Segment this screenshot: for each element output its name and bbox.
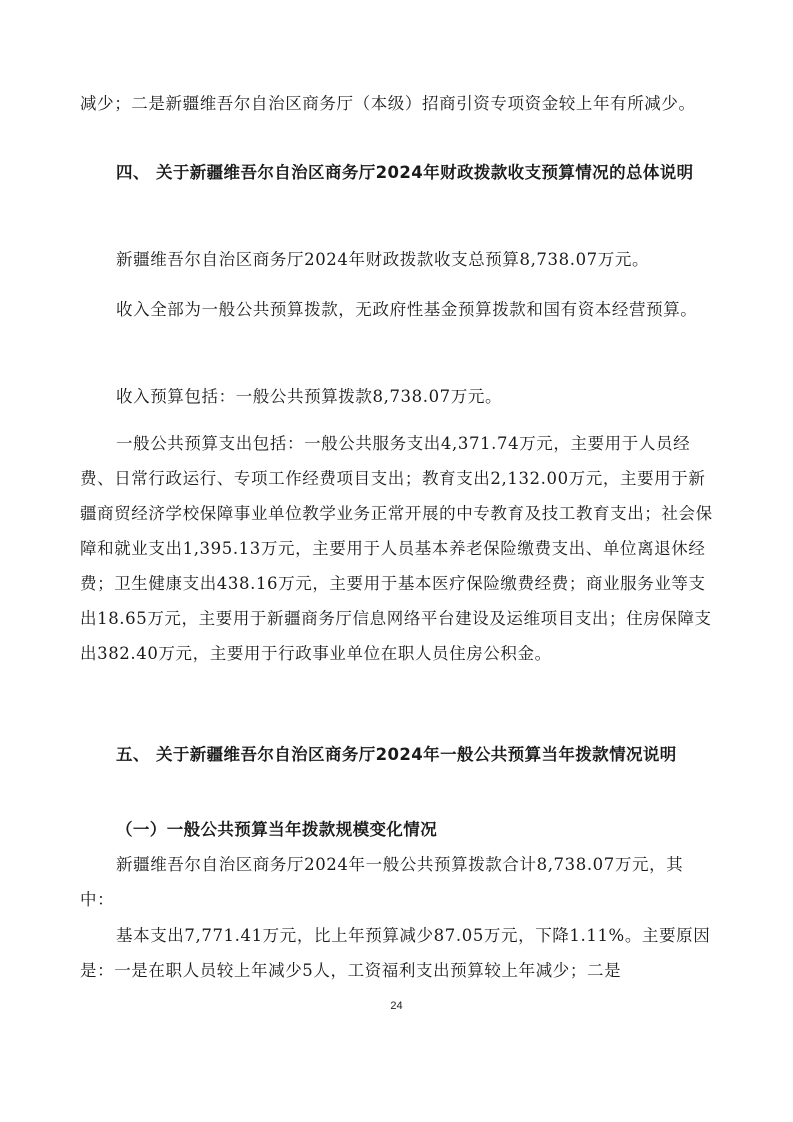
section-heading-5: 五、 关于新疆维吾尔自治区商务厅2024年一般公共预算当年拨款情况说明 (116, 745, 677, 764)
paragraph-appropriation-total: 新疆维吾尔自治区商务厅2024年一般公共预算拨款合计8,738.07万元，其中： (80, 855, 684, 909)
paragraph-basic-expenditure: 基本支出7,771.41万元，比上年预算减少87.05万元，下降1.11%。主要原因是：一是在职人员较上年减少5人，工资福利支出预算较上年减少；二是 (80, 926, 711, 980)
paragraph-continued: 减少；二是新疆维吾尔自治区商务厅（本级）招商引资专项资金较上年有所减少。 (80, 94, 696, 113)
paragraph-expenditure-detail: 一般公共预算支出包括：一般公共服务支出4,371.74万元，主要用于人员经费、日常行政运行、专项工作经费项目支出；教育支出2,132.00万元，主要用于新疆商贸经济学校保障事业单位教学业务正常开展的中专教育及技工教育支出；社会保障和就业支出1,395.13万元，主要用于人员基本养老保险缴费支出、单位离退休经费；卫生健康支出438.16万元，主要用于基本医疗保险缴费经费；商业服务业等支出18.65万元，主要用于新疆商务厅信息网络平台建设及运维项目支出；住房保障支出382.40万元，主要用于行政事业单位在职人员住房公积金。 (80, 434, 713, 663)
page-number: 24 (390, 1000, 403, 1012)
section-heading-4: 四、 关于新疆维吾尔自治区商务厅2024年财政拨款收支预算情况的总体说明 (116, 163, 694, 182)
paragraph-income-budget: 收入预算包括：一般公共预算拨款8,738.07万元。 (116, 387, 503, 406)
paragraph-income-source: 收入全部为一般公共预算拨款，无政府性基金预算拨款和国有资本经营预算。 (116, 300, 698, 319)
subsection-heading-5-1: （一）一般公共预算当年拨款规模变化情况 (116, 820, 438, 839)
paragraph-total-budget: 新疆维吾尔自治区商务厅2024年财政拨款收支总预算8,738.07万元。 (116, 250, 650, 269)
